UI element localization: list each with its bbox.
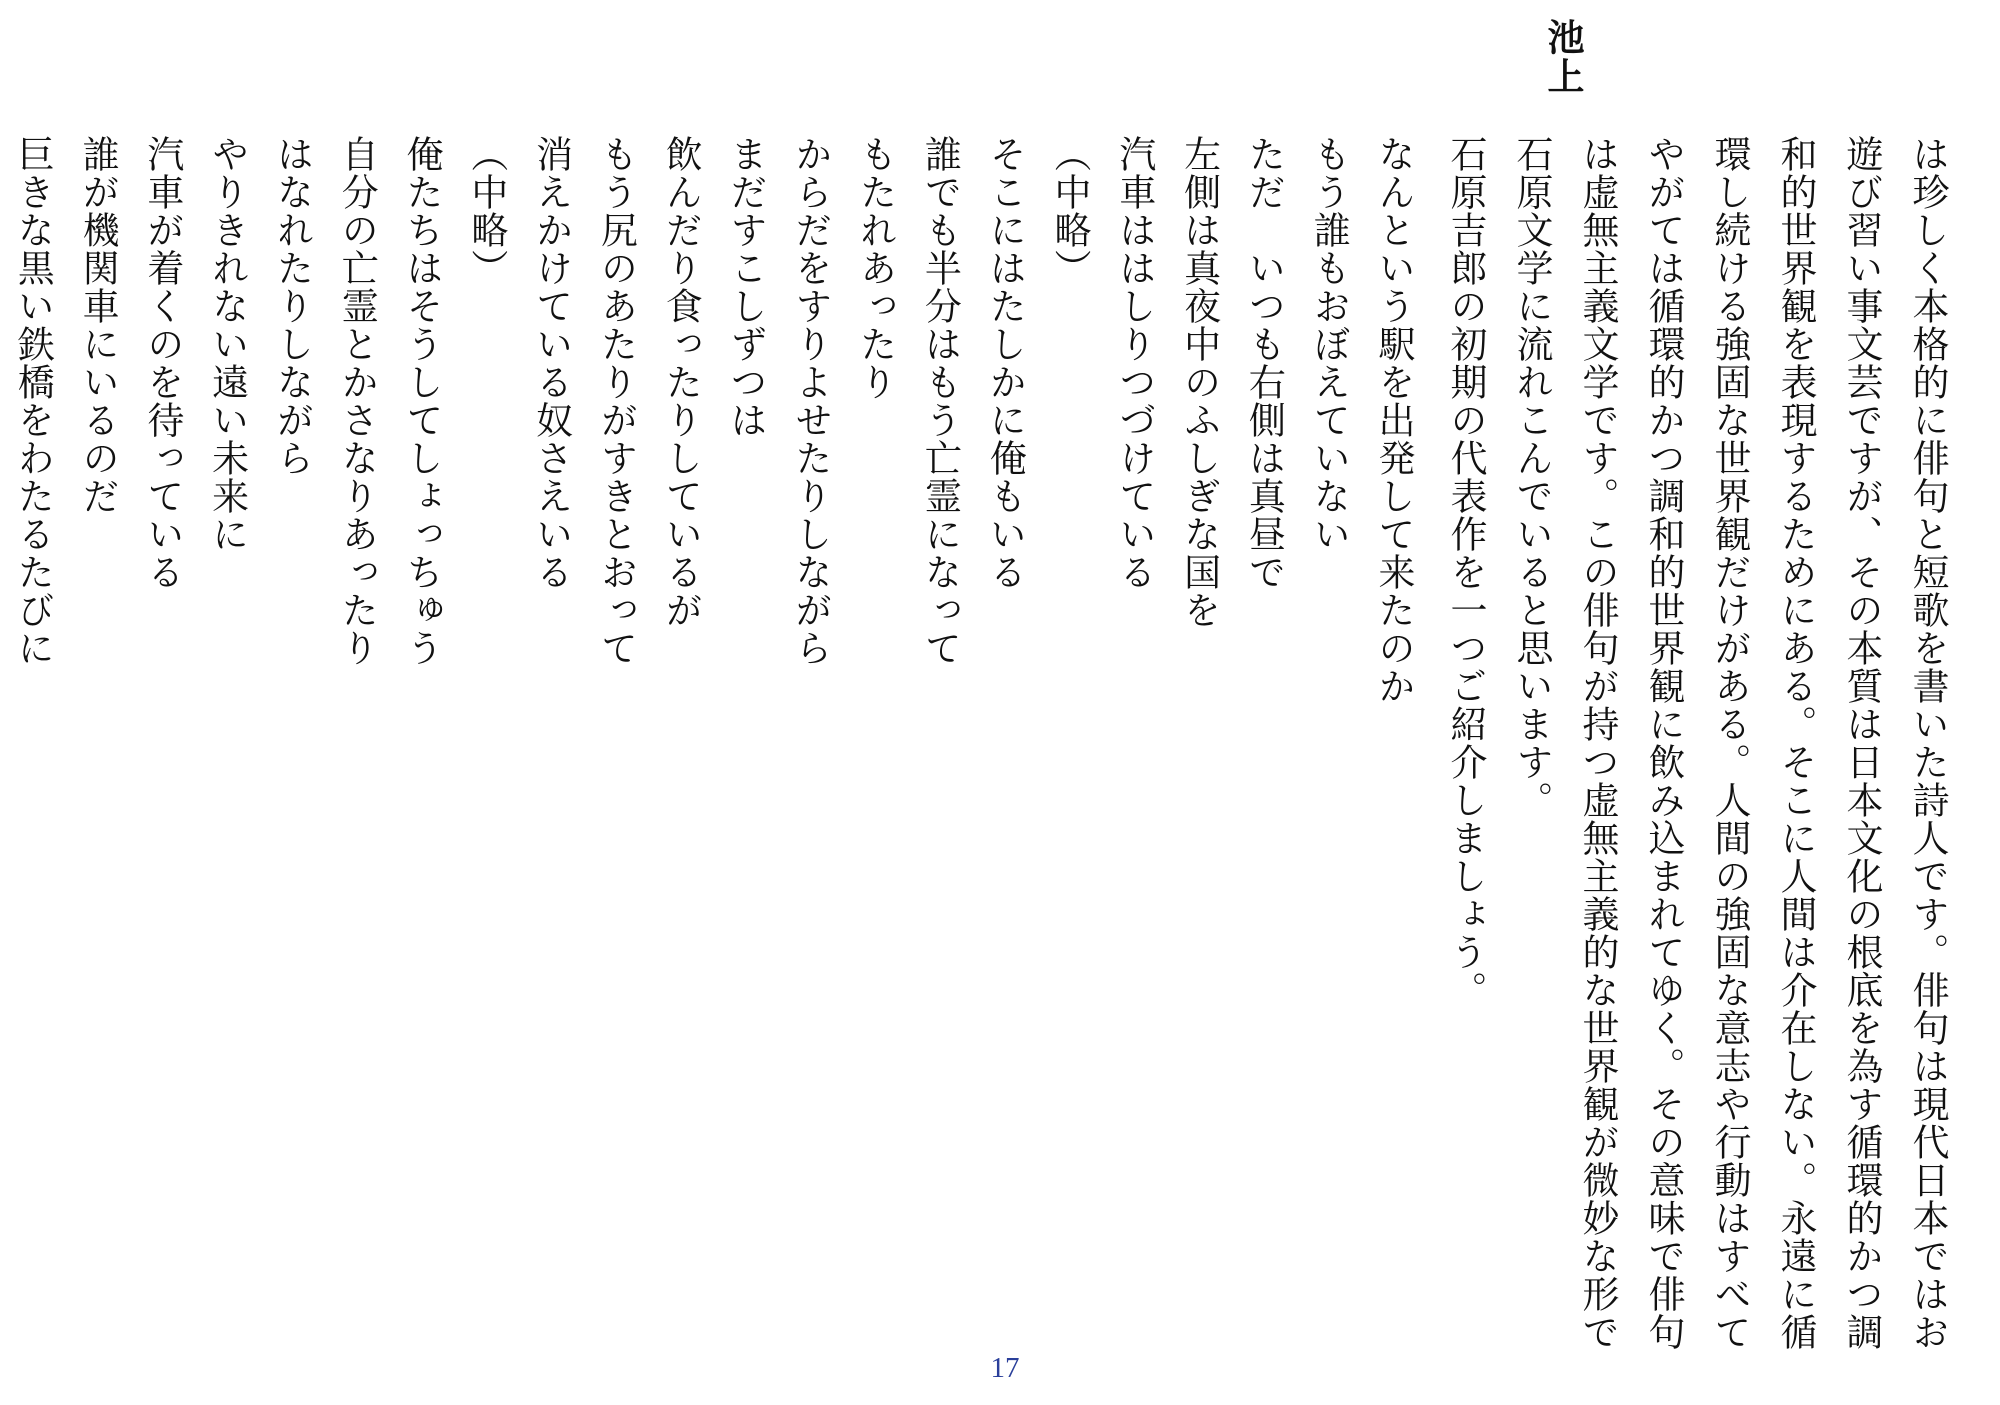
poem-line: まだすこしずつは	[724, 135, 768, 439]
poem-line: 誰が機関車にいるのだ	[76, 135, 120, 515]
poem-line: 汽車が着くのを待っている	[140, 135, 184, 591]
prose-line: 和的世界観を表現するためにある。そこに人間は介在しない。永遠に循	[1774, 135, 1817, 1351]
prose-line: は珍しく本格的に俳句と短歌を書いた詩人です。俳句は現代日本ではお	[1906, 135, 1949, 1351]
page-number: 17	[990, 1352, 1020, 1384]
prose-paragraph	[1432, 135, 1960, 1351]
poem-line: 巨きな黒い鉄橋をわたるたびに	[11, 135, 55, 667]
poem-line: 消えかけている奴さえいる	[529, 135, 573, 591]
speaker-name: 池上	[1541, 18, 1585, 96]
poem-line: もう尻のあたりがすきとおって	[594, 135, 638, 667]
poem-quote	[0, 135, 1425, 1315]
poem-line: （中略）	[1048, 135, 1092, 287]
poem-line: からだをすりよせたりしながら	[788, 135, 832, 667]
poem-line: 自分の亡霊とかさなりあったり	[335, 135, 379, 667]
prose-line: 遊び習い事文芸ですが、その本質は日本文化の根底を為す循環的かつ調	[1840, 135, 1883, 1351]
poem-line: そこにはたしかに俺もいる	[983, 135, 1027, 591]
poem-line: 俺たちはそうしてしょっちゅう	[400, 135, 444, 667]
prose-line: 石原吉郎の初期の代表作を一つご紹介しましょう。	[1444, 135, 1487, 1009]
poem-line: はなれたりしながら	[270, 135, 314, 477]
poem-line: なんという駅を出発して来たのか	[1372, 135, 1415, 705]
poem-line: ただ いつも右側は真昼で	[1242, 135, 1286, 591]
poem-line: 左側は真夜中のふしぎな国を	[1177, 135, 1221, 629]
poem-line: 誰でも半分はもう亡霊になって	[918, 135, 962, 667]
poem-line: やりきれない遠い未来に	[205, 135, 249, 553]
poem-line: （中略）	[464, 135, 508, 287]
poem-line: もう誰もおぼえていない	[1307, 135, 1351, 553]
poem-line: 飲んだり食ったりしているが	[659, 135, 703, 629]
prose-line: 環し続ける強固な世界観だけがある。人間の強固な意志や行動はすべて	[1708, 135, 1751, 1351]
prose-line: 石原文学に流れこんでいると思います。	[1510, 135, 1553, 819]
prose-line: やがては循環的かつ調和的世界観に飲み込まれてゆく。その意味で俳句	[1642, 135, 1685, 1351]
poem-line: もたれあったり	[853, 135, 897, 401]
prose-line: は虚無主義文学です。この俳句が持つ虚無主義的な世界観が微妙な形で	[1576, 135, 1619, 1351]
poem-line: 汽車ははしりつづけている	[1112, 135, 1156, 591]
